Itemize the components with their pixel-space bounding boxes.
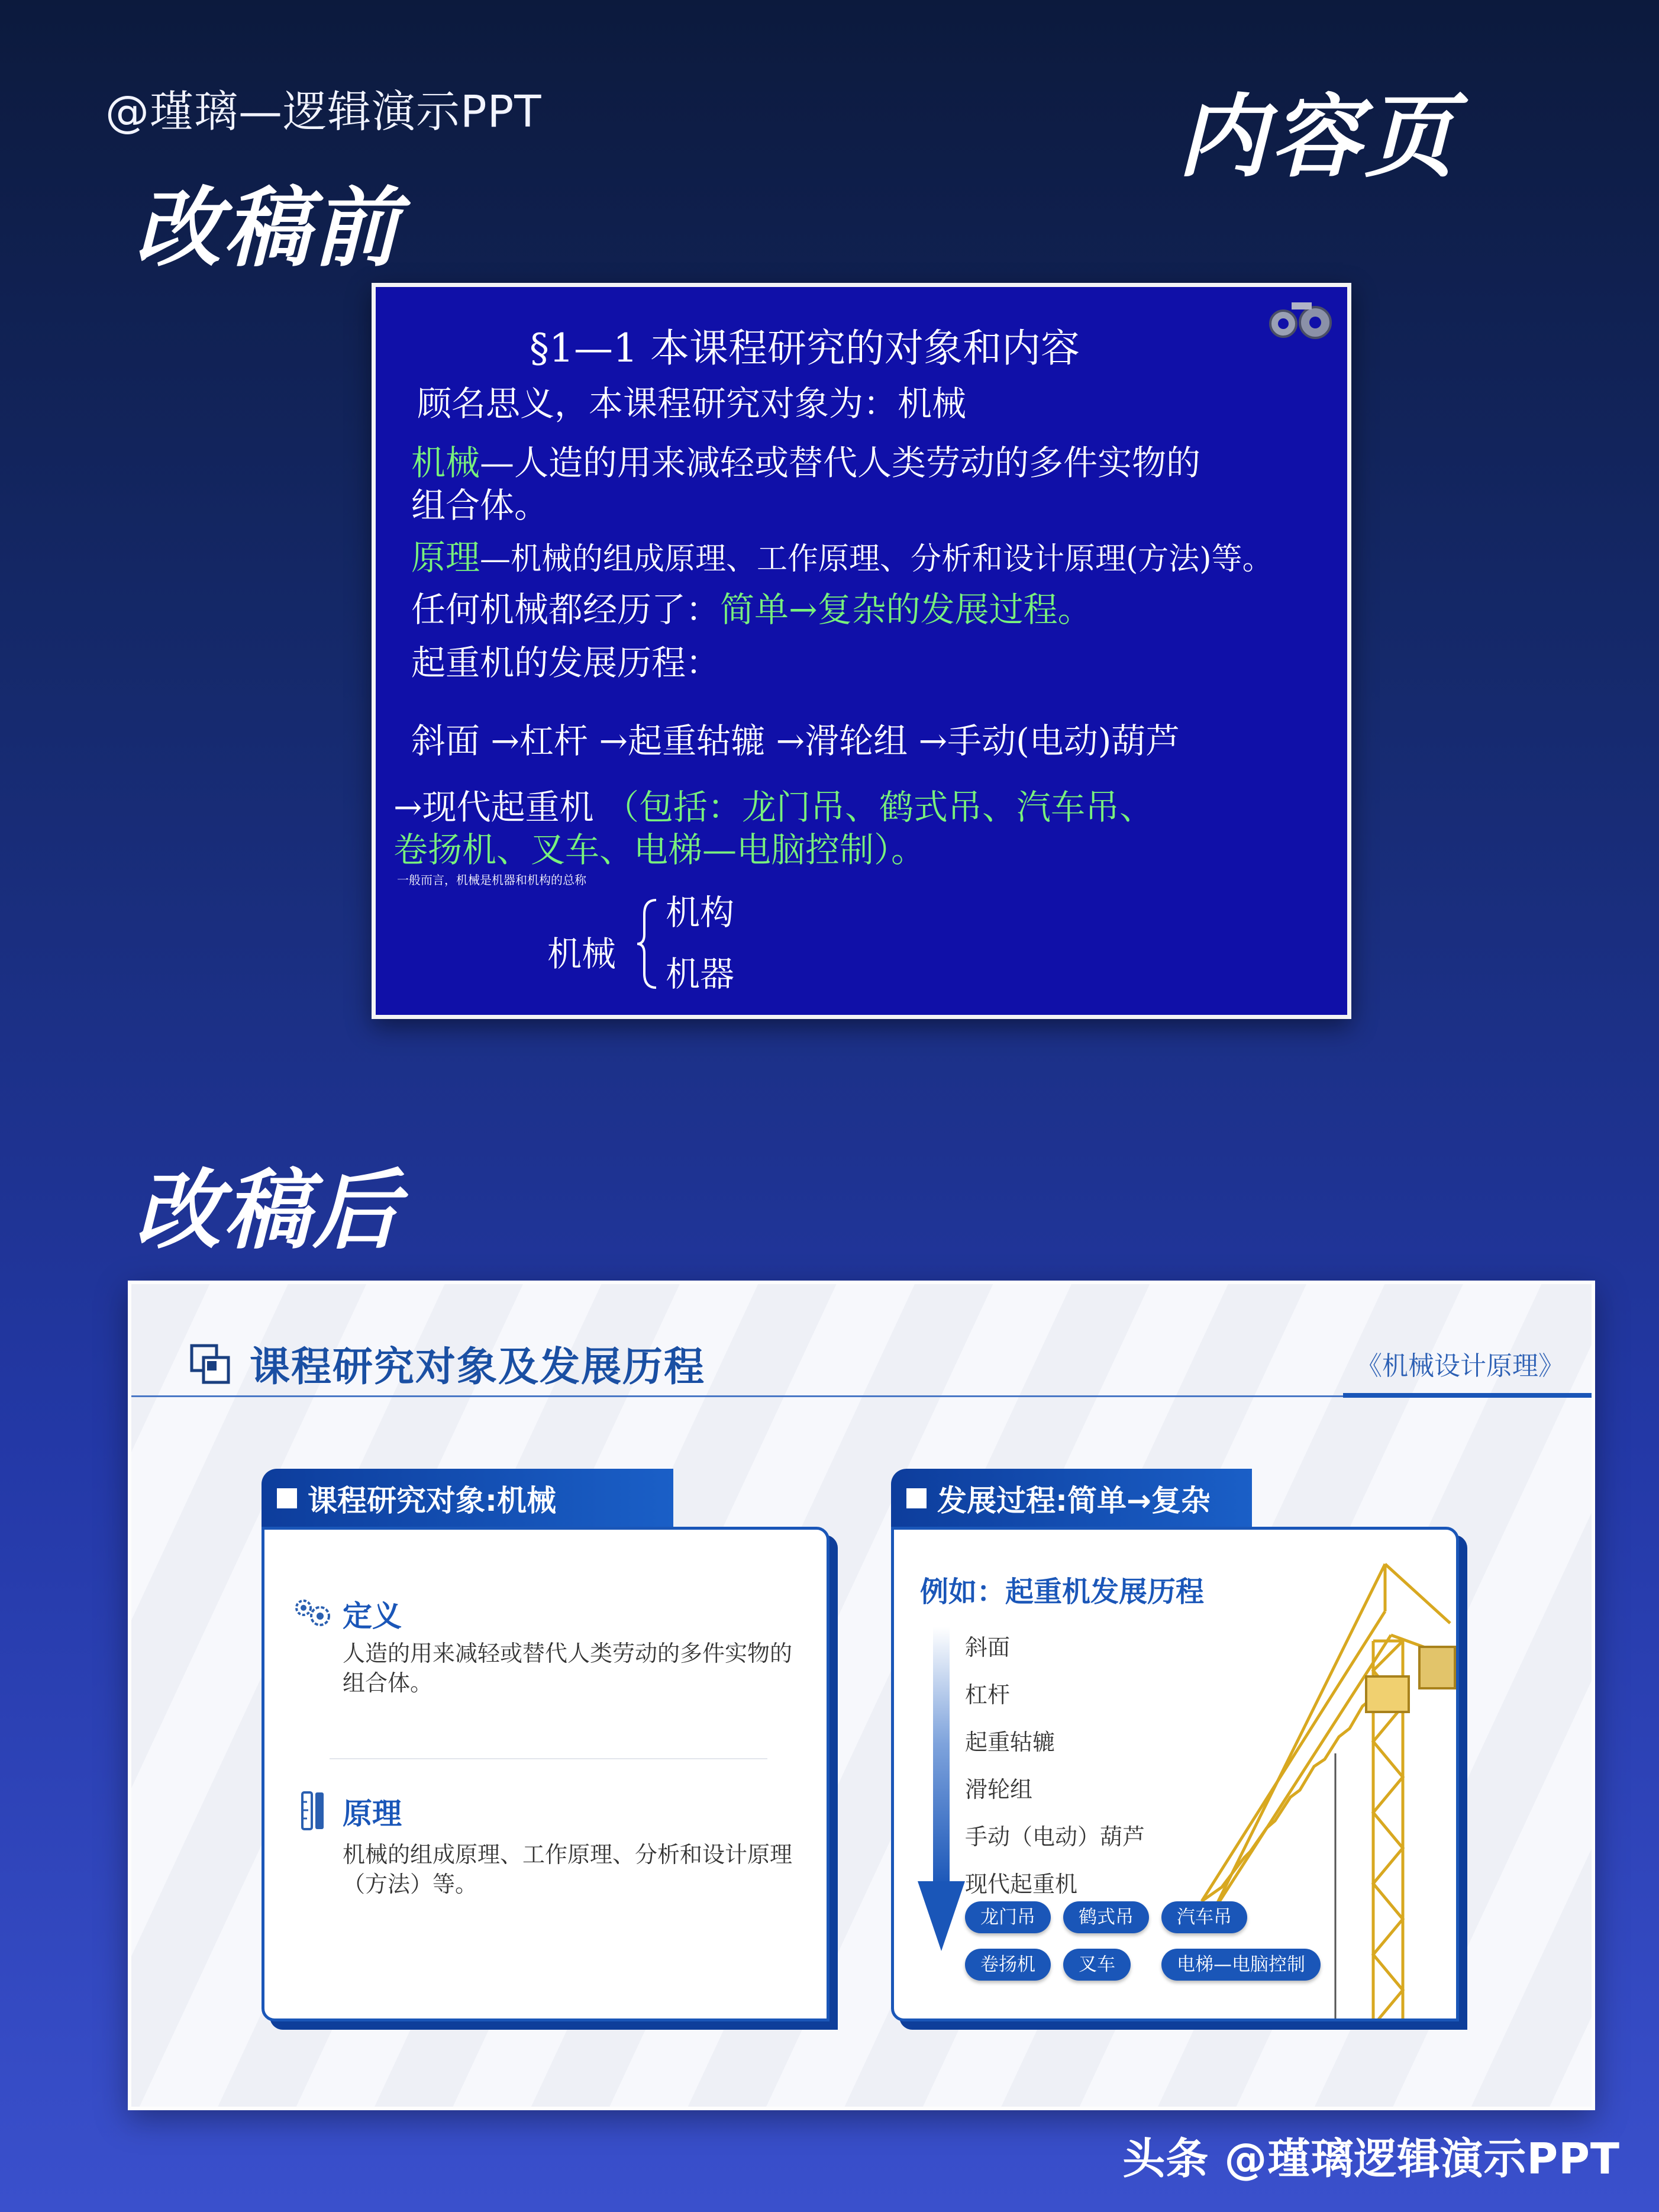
crane-type-pill: 叉车	[1063, 1949, 1131, 1981]
right-card	[891, 1527, 1459, 2021]
definition-title: 定义	[343, 1599, 402, 1633]
old-intro: 顾名思义，本课程研究对象为：机械	[417, 383, 967, 424]
square-bullet-icon	[906, 1488, 927, 1508]
old-modern-prefix: →现代起重机	[393, 787, 594, 827]
right-card-tab-label: 发展过程:简单→复杂	[937, 1484, 1211, 1518]
ruler-icon	[298, 1790, 327, 1831]
after-label: 改稿后	[135, 1160, 401, 1261]
definition-text: 人造的用来减轻或替代人类劳动的多件实物的组合体。	[343, 1640, 793, 1696]
old-history-line	[411, 582, 1092, 631]
step-item: 杠杆	[965, 1682, 1011, 1708]
right-card-tab	[891, 1469, 1252, 1528]
old-def1-term: 机械	[411, 443, 480, 483]
step-item: 滑轮组	[965, 1776, 1033, 1803]
old-heading: §1—1 本课程研究的对象和内容	[530, 325, 1080, 371]
crane-type-pill: 汽车吊	[1161, 1901, 1247, 1933]
old-history-hl: 简单→复杂的发展过程。	[720, 589, 1092, 630]
crane-type-pill: 鹤式吊	[1063, 1901, 1149, 1933]
old-tree-root: 机械	[547, 934, 617, 974]
header-divider-accent	[1343, 1393, 1592, 1398]
card-divider	[330, 1758, 767, 1759]
old-def2-text: —机械的组成原理、工作原理、分析和设计原理(方法)等。	[480, 541, 1273, 577]
page-main-title: 内容页	[1177, 85, 1458, 189]
before-slide	[372, 283, 1351, 1019]
old-def2-line	[411, 530, 1273, 579]
crane-type-pill: 卷扬机	[965, 1949, 1051, 1981]
left-card-tab	[262, 1469, 673, 1528]
book-title: 《机械设计原理》	[1356, 1351, 1564, 1381]
old-def1-cont: 组合体。	[411, 485, 549, 525]
step-item: 起重轱辘	[965, 1729, 1056, 1755]
left-card-tab-label: 课程研究对象:机械	[308, 1484, 556, 1518]
progress-arrow-icon	[918, 1627, 965, 1958]
crane-type-pill: 电梯—电脑控制	[1161, 1949, 1321, 1981]
old-modern-hl2: 卷扬机、叉车、电梯—电脑控制）。	[393, 830, 926, 870]
old-tree-b: 机器	[666, 954, 735, 994]
brace-icon	[636, 897, 660, 991]
square-bullet-icon	[277, 1488, 297, 1508]
gear-logo-icon	[1266, 298, 1337, 344]
principle-title: 原理	[343, 1797, 402, 1831]
left-card	[262, 1527, 830, 2021]
author-handle: @瑾璃—逻辑演示PPT	[105, 86, 542, 137]
old-modern-hl1: （包括：龙门吊、鹤式吊、汽车吊、	[605, 787, 1154, 827]
after-slide-title: 课程研究对象及发展历程	[250, 1344, 706, 1391]
step-item: 手动（电动）葫芦	[965, 1824, 1145, 1850]
old-def2-term: 原理	[411, 537, 480, 578]
footer-watermark: 头条 @瑾璃逻辑演示PPT	[1122, 2134, 1620, 2184]
example-heading: 例如：起重机发展历程	[920, 1575, 1205, 1608]
old-history-prefix: 任何机械都经历了：	[411, 589, 721, 630]
principle-text: 机械的组成原理、工作原理、分析和设计原理（方法）等。	[343, 1842, 793, 1897]
crane-type-pill: 龙门吊	[965, 1901, 1051, 1933]
layers-icon	[189, 1343, 231, 1385]
step-item: 斜面	[965, 1634, 1011, 1660]
step-item: 现代起重机	[965, 1871, 1078, 1897]
old-crane-chain: 斜面 →杠杆 →起重轱辘 →滑轮组 →手动(电动)葫芦	[411, 721, 1180, 761]
after-slide	[128, 1281, 1595, 2110]
before-label: 改稿前	[135, 178, 401, 279]
old-crane-label: 起重机的发展历程：	[411, 643, 721, 683]
old-tree-a: 机构	[666, 892, 735, 933]
old-tiny-note: 一般而言，机械是机器和机构的总称	[397, 873, 586, 887]
old-def1-text: —人造的用来减轻或替代人类劳动的多件实物的	[480, 443, 1201, 483]
gears-icon	[292, 1596, 333, 1629]
